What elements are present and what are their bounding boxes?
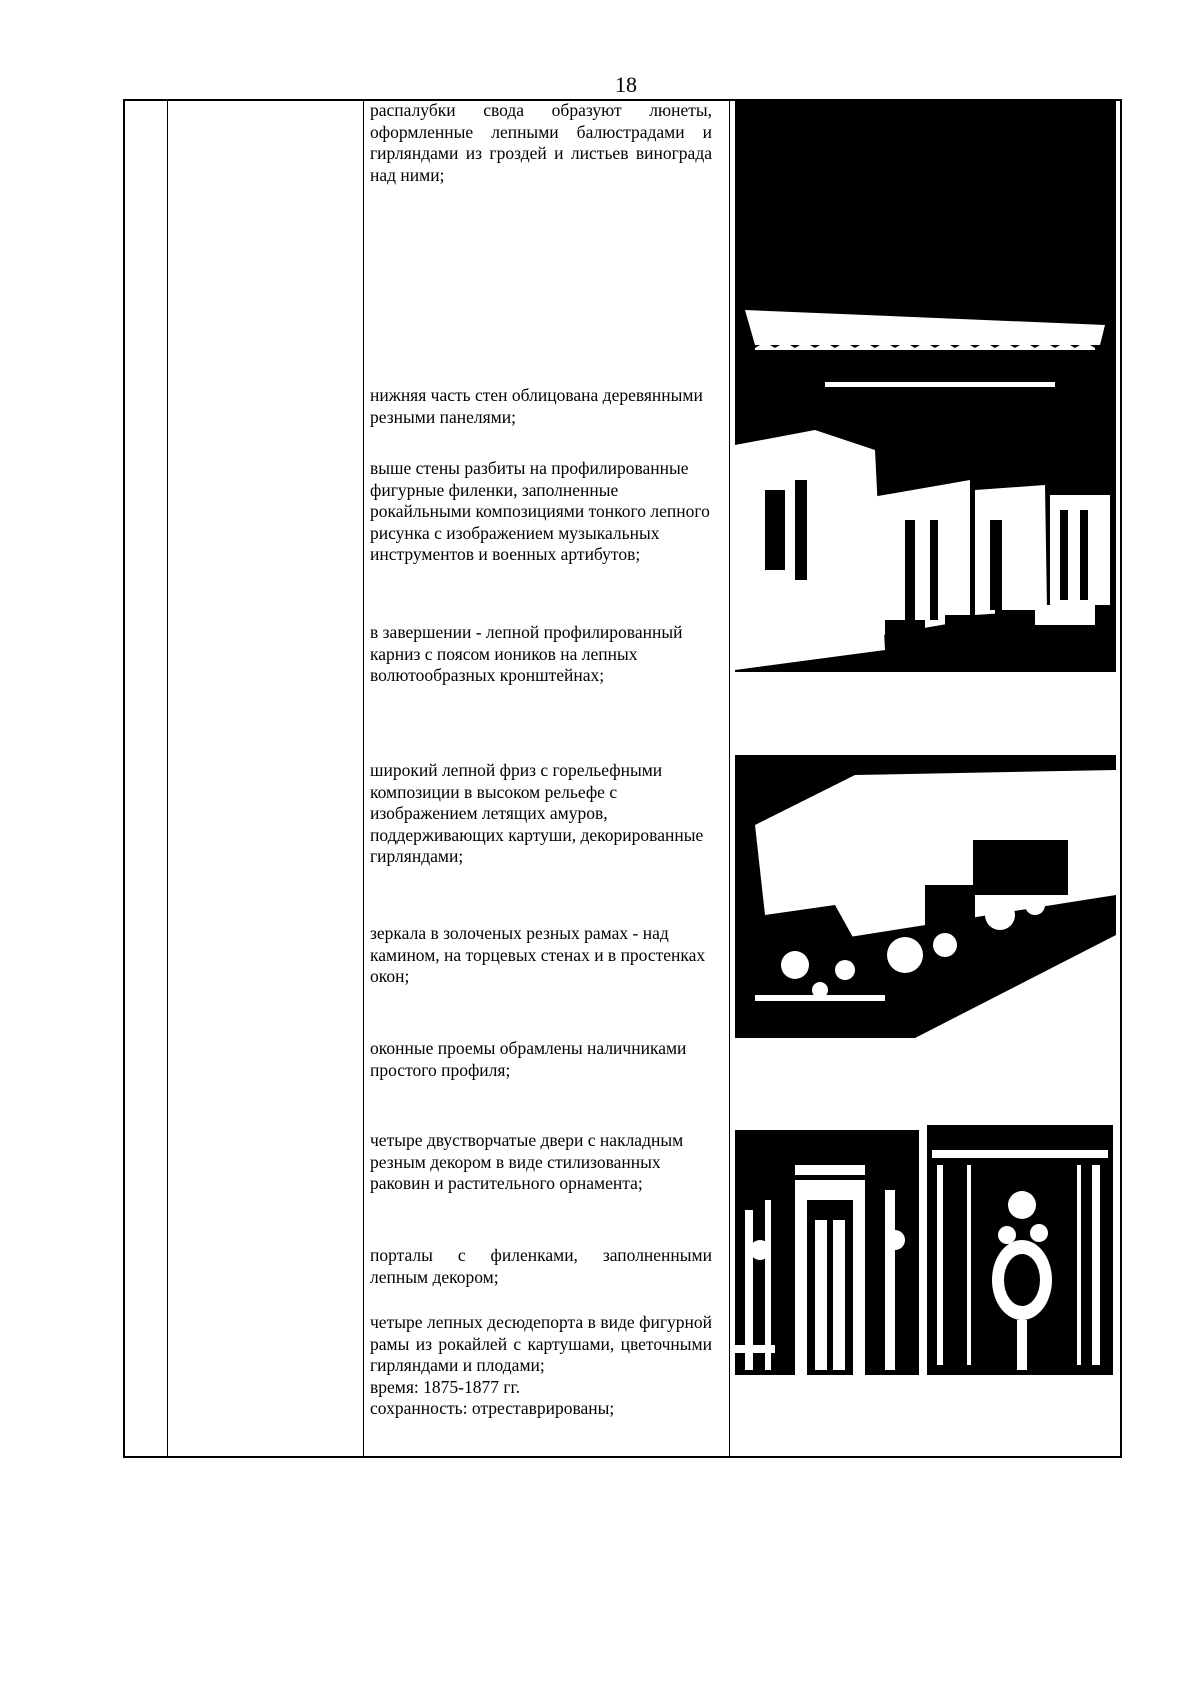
column-divider-1 bbox=[167, 101, 168, 1456]
description-paragraph: порталы с филенками, заполненными лепным декором; bbox=[370, 1245, 712, 1287]
column-divider-2 bbox=[363, 101, 364, 1456]
description-paragraph: четыре лепных десюдепорта в виде фигурной рамы из рокайлей с картушами, цветочными гирляндами и плодами; bbox=[370, 1312, 712, 1375]
description-paragraph: оконные проемы обрамлены наличниками простого профиля; bbox=[370, 1038, 687, 1080]
description-paragraph: нижняя часть стен облицована деревянными резными панелями; bbox=[370, 385, 703, 427]
condition-line: сохранность: отреставрированы; bbox=[370, 1398, 615, 1418]
description-paragraph: распалубки свода образуют люнеты, оформленные лепными балюстрадами и гирляндами из гроздей и листьев винограда над ними; bbox=[370, 100, 712, 185]
description-paragraph: зеркала в золоченых резных рамах - над камином, на торцевых стенах и в простенках окон; bbox=[370, 923, 706, 986]
date-line: время: 1875-1877 гг. bbox=[370, 1376, 521, 1397]
description-paragraph: четыре двустворчатые двери с накладным резным декором в виде стилизованных раковин и растительного орнамента; bbox=[370, 1130, 684, 1193]
door-photo-left bbox=[735, 1130, 919, 1375]
description-paragraph: широкий лепной фриз с горельефными композиции в высоком рельефе с изображением летящих амуров, поддерживающих картуши, декорированные гирляндами; bbox=[370, 760, 704, 866]
door-photo-right bbox=[927, 1125, 1113, 1375]
frieze-detail-photo bbox=[735, 755, 1116, 1038]
description-paragraph: выше стены разбиты на профилированные фигурные филенки, заполненные рокайльными композициями тонкого лепного рисунка с изображением музыкальных инструментов и военных артибутов; bbox=[370, 458, 710, 564]
page-number: 18 bbox=[615, 72, 637, 97]
hall-interior-photo bbox=[735, 100, 1116, 672]
description-paragraph: в завершении - лепной профилированный карниз с поясом иоников на лепных волютообразных кронштейнах; bbox=[370, 622, 683, 685]
column-divider-3 bbox=[729, 101, 730, 1456]
